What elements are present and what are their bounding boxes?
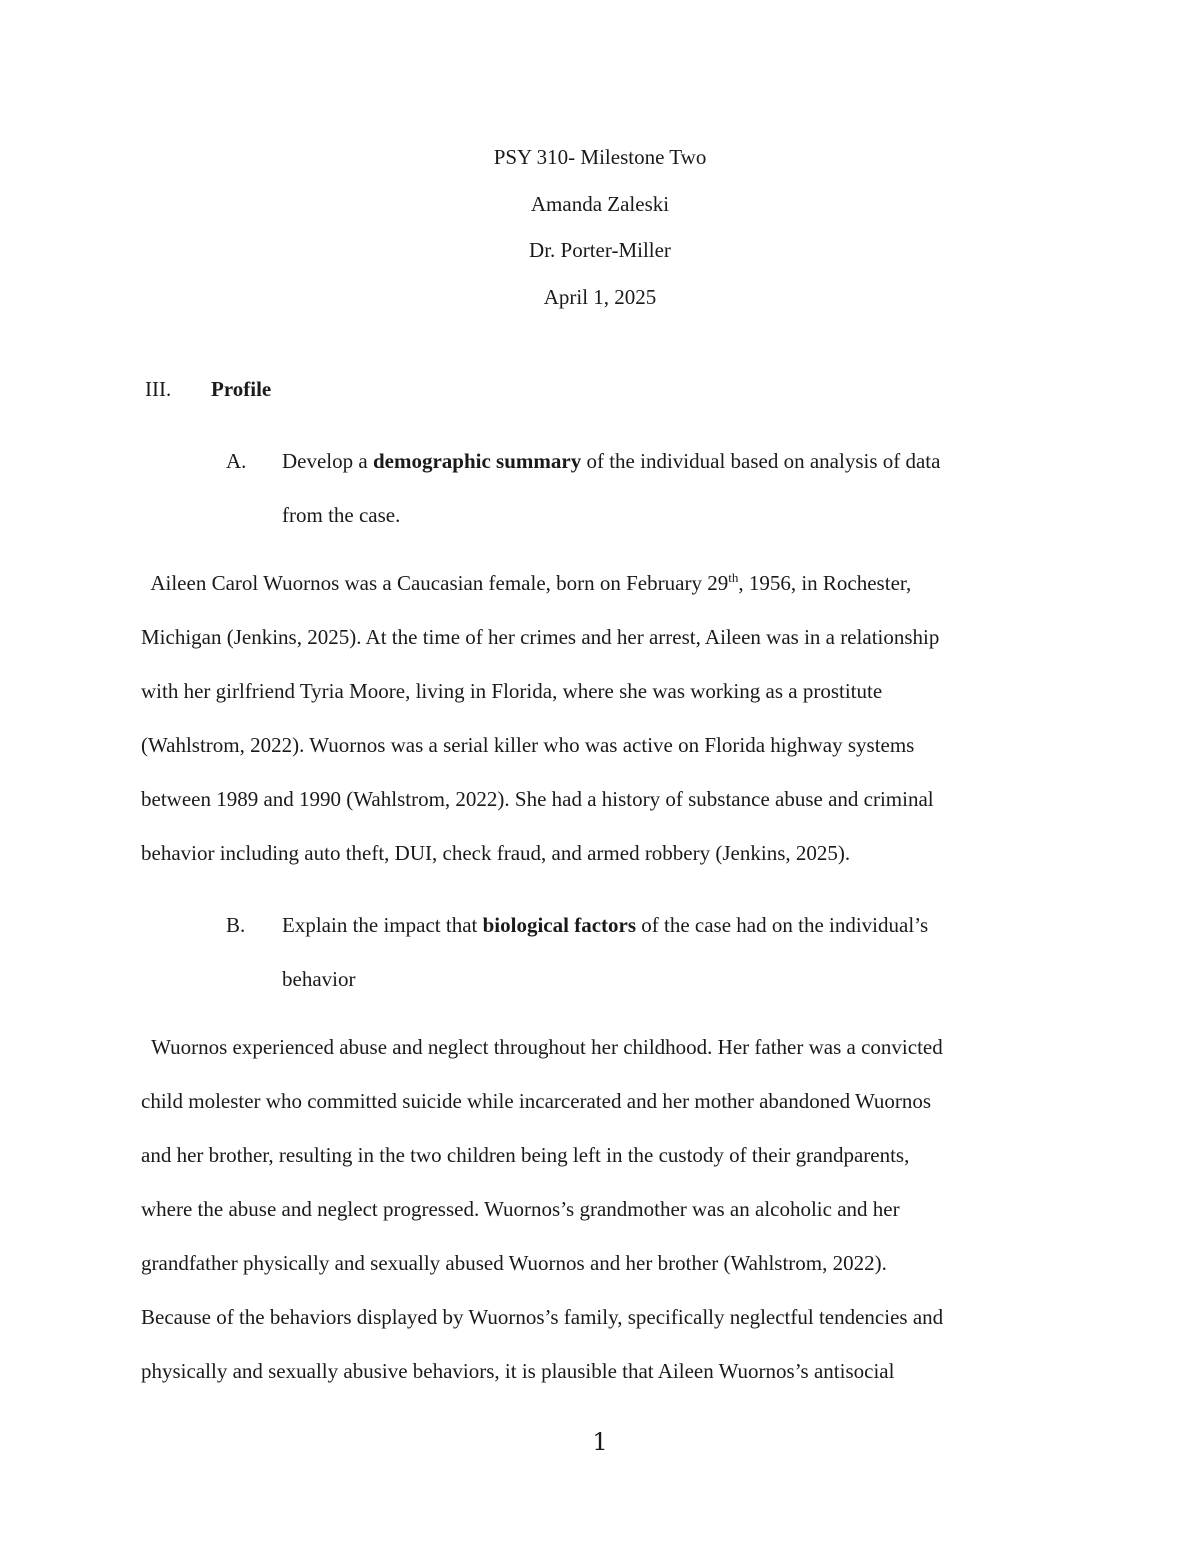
paragraph-line: behavior including auto theft, DUI, check fraud, and armed robbery (Jenkins, 2025). [141, 841, 851, 865]
paragraph-line: child molester who committed suicide while incarcerated and her mother abandoned Wuornos [141, 1089, 932, 1113]
question-b-line-2: behavior [282, 967, 356, 991]
document-date: April 1, 2025 [543, 285, 657, 309]
section-heading [145, 376, 271, 402]
question-a-line-1: Develop a demographic summary of the individual based on analysis of data [282, 449, 941, 473]
question-a-text [282, 434, 940, 542]
paragraph-line: Wuornos experienced abuse and neglect throughout her childhood. Her father was a convicted [141, 1035, 943, 1059]
paragraph-line: with her girlfriend Tyria Moore, living in Florida, where she was working as a prostitute [141, 679, 883, 703]
question-a-keyword: demographic summary [372, 449, 582, 473]
paragraph-line: physically and sexually abusive behaviors, it is plausible that Aileen Wuornos’s antisocial [141, 1359, 895, 1383]
paragraph-line: Michigan (Jenkins, 2025). At the time of her crimes and her arrest, Aileen was in a relationship [141, 625, 940, 649]
paragraph-line: Because of the behaviors displayed by Wuornos’s family, specifically neglectful tendencies and [141, 1305, 944, 1329]
question-a-letter: A. [226, 449, 247, 473]
instructor-name: Dr. Porter-Miller [529, 238, 671, 262]
paragraph-line: where the abuse and neglect progressed. Wuornos’s grandmother was an alcoholic and her [141, 1197, 900, 1221]
author-name: Amanda Zaleski [530, 192, 670, 216]
question-b-keyword: biological factors [482, 913, 636, 937]
paragraph-line: and her brother, resulting in the two children being left in the custody of their grandparents, [141, 1143, 910, 1167]
question-b-line-1: Explain the impact that biological factors of the case had on the individual’s [282, 913, 929, 937]
course-title: PSY 310- Milestone Two [493, 145, 707, 169]
paragraph-line: Aileen Carol Wuornos was a Caucasian female, born on February 29th, 1956, in Rochester, [141, 570, 912, 595]
paragraph-biological-factors [141, 1020, 1061, 1398]
question-b-letter: B. [226, 913, 246, 937]
page-number: 1 [592, 1428, 608, 1456]
ordinal-suffix: th [728, 570, 739, 585]
question-a-line-2: from the case. [282, 503, 401, 527]
paragraph-demographic-summary [141, 556, 1061, 880]
paragraph-line: (Wahlstrom, 2022). Wuornos was a serial killer who was active on Florida highway systems [141, 733, 915, 757]
paragraph-line: grandfather physically and sexually abused Wuornos and her brother (Wahlstrom, 2022). [141, 1251, 887, 1275]
paragraph-line: between 1989 and 1990 (Wahlstrom, 2022). She had a history of substance abuse and criminal [141, 787, 934, 811]
section-title: Profile [211, 377, 272, 401]
section-number: III. [145, 377, 172, 401]
question-b-text [282, 898, 928, 1006]
